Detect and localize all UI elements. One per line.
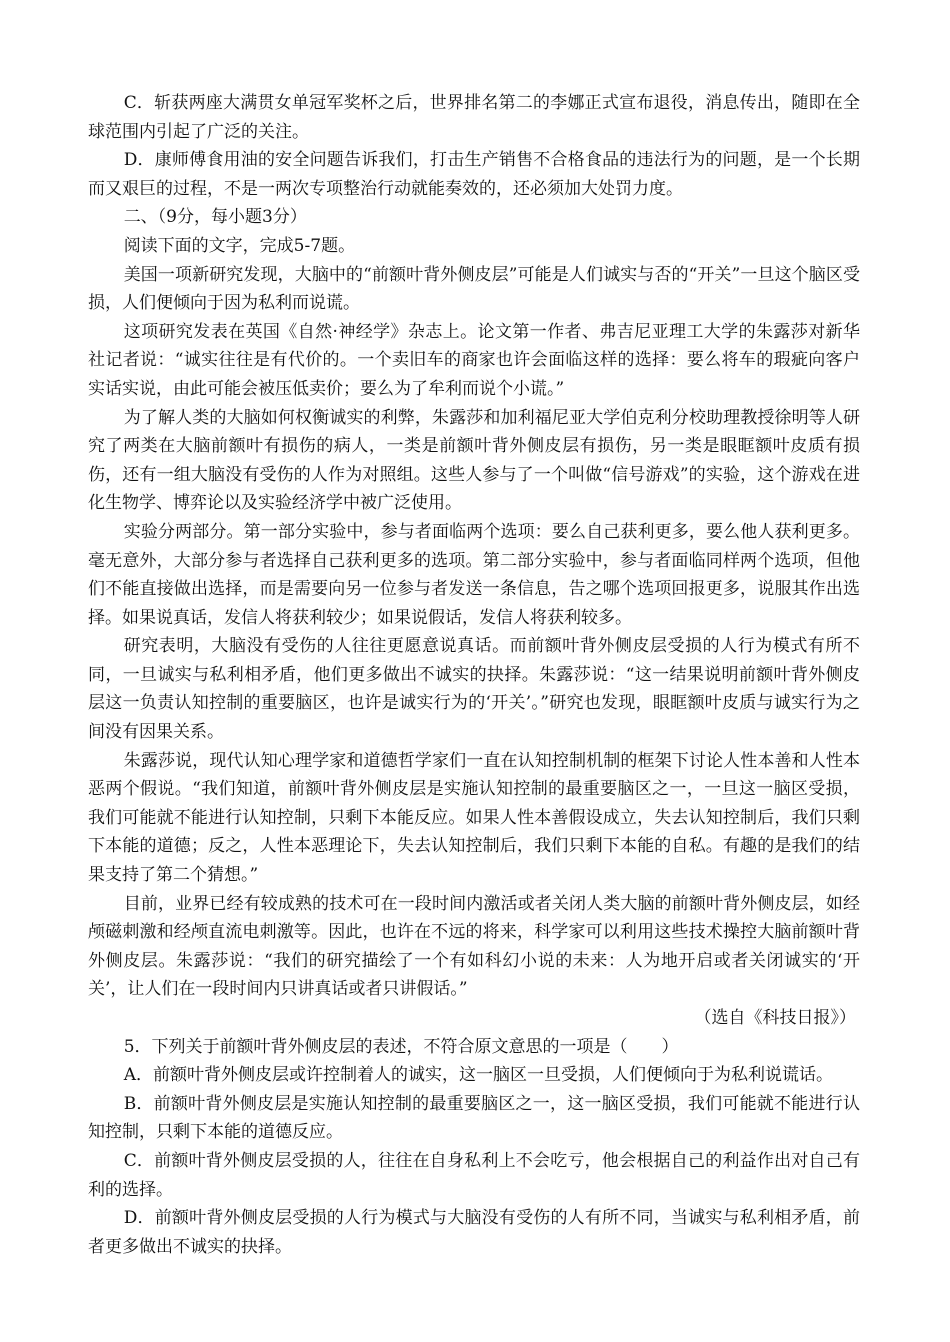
reading-instruction: 阅读下面的文字，完成5-7题。 xyxy=(123,235,356,256)
article-paragraph: 实验分两部分。第一部分实验中，参与者面临两个选项：要么自己获利更多，要么他人获利更多。毫无意外，大部分参与者选择自己获利更多的选项。第二部分实验中，参与者面临同样两个选项，但他们不能直接做出选择，而是需要向另一位参与者发送一条信息，告之哪个选项回报更多，说服其作出选择。如果说真话，发信人将获利较少；如果说假话，发信人将获利较多。 xyxy=(88,521,860,628)
article-paragraph: 朱露莎说，现代认知心理学家和道德哲学家们一直在认知控制机制的框架下讨论人性本善和人性本恶两个假说。“我们知道，前额叶背外侧皮层是实施认知控制的最重要脑区之一，一旦这一脑区受损，我们可能就不能进行认知控制，只剩下本能反应。如果人性本善假设成立，失去认知控制后，我们只剩下本能的道德；反之，人性本恶理论下，失去认知控制后，我们只剩下本能的自私。有趣的是我们的结果支持了第二个猜想。” xyxy=(88,750,860,886)
question-5-option-d: D．前额叶背外侧皮层受损的人行为模式与大脑没有受伤的人有所不同，当诚实与私利相矛盾，前者更多做出不诚实的抉择。 xyxy=(88,1208,860,1257)
question-5-option-b: B．前额叶背外侧皮层是实施认知控制的最重要脑区之一，这一脑区受损，我们可能就不能进行认知控制，只剩下本能的道德反应。 xyxy=(88,1093,860,1143)
article-paragraph: 美国一项新研究发现，大脑中的“前额叶背外侧皮层”可能是人们诚实与否的“开关”一旦这个脑区受损，人们便倾向于因为私利而说谎。 xyxy=(88,264,860,314)
article-paragraph: 这项研究发表在英国《自然·神经学》杂志上。论文第一作者、弗吉尼亚理工大学的朱露莎对新华社记者说：“诚实往往是有代价的。一个卖旧车的商家也许会面临这样的选择：要么将车的瑕疵向客户实话实说，由此可能会被压低卖价；要么为了牟利而说个小谎。” xyxy=(88,321,860,399)
question-5-stem: 5．下列关于前额叶背外侧皮层的表述，不符合原文意思的一项是（ ） xyxy=(123,1036,679,1057)
article-paragraph: 目前，业界已经有较成熟的技术可在一段时间内激活或者关闭人类大脑的前额叶背外侧皮层，如经颅磁刺激和经颅直流电刺激等。因此，也许在不远的将来，科学家可以利用这些技术操控大脑前额叶背外侧皮层。朱露莎说：“我们的研究描绘了一个有如科幻小说的未来：人为地开启或者关闭诚实的‘开关’，让人们在一段时间内只讲真话或者只讲假话。” xyxy=(88,893,860,1000)
option-c-previous-question: C．斩获两座大满贯女单冠军奖杯之后，世界排名第二的李娜正式宣布退役，消息传出，随即在全球范围内引起了广泛的关注。 xyxy=(88,93,860,142)
article-source: （选自《科技日报》） xyxy=(694,1008,856,1028)
section-heading: 二、（9分，每小题3分） xyxy=(123,207,307,228)
document-page xyxy=(88,89,860,1261)
option-d-previous-question: D．康师傅食用油的安全问题告诉我们，打击生产销售不合格食品的违法行为的问题，是一个长期而又艰巨的过程，不是一两次专项整治行动就能奏效的，还必须加大处罚力度。 xyxy=(88,150,860,199)
article-paragraph: 研究表明，大脑没有受伤的人往往更愿意说真话。而前额叶背外侧皮层受损的人行为模式有所不同，一旦诚实与私利相矛盾，他们更多做出不诚实的抉择。朱露莎说：“这一结果说明前额叶背外侧皮层这一负责认知控制的重要脑区，也许是诚实行为的‘开关’。”研究也发现，眼眶额叶皮质与诚实行为之间没有因果关系。 xyxy=(88,636,860,743)
question-5-option-c: C．前额叶背外侧皮层受损的人，往往在自身私利上不会吃亏，他会根据自己的利益作出对自己有利的选择。 xyxy=(88,1150,860,1200)
question-5-option-a: A．前额叶背外侧皮层或许控制着人的诚实，这一脑区一旦受损，人们便倾向于为私利说谎话。 xyxy=(123,1065,833,1086)
article-paragraph: 为了解人类的大脑如何权衡诚实的利弊，朱露莎和加利福尼亚大学伯克利分校助理教授徐明等人研究了两类在大脑前额叶有损伤的病人，一类是前额叶背外侧皮层有损伤，另一类是眼眶额叶皮质有损伤，还有一组大脑没有受伤的人作为对照组。这些人参与了一个叫做“信号游戏”的实验，这个游戏在进化生物学、博弈论以及实验经济学中被广泛使用。 xyxy=(88,407,860,514)
